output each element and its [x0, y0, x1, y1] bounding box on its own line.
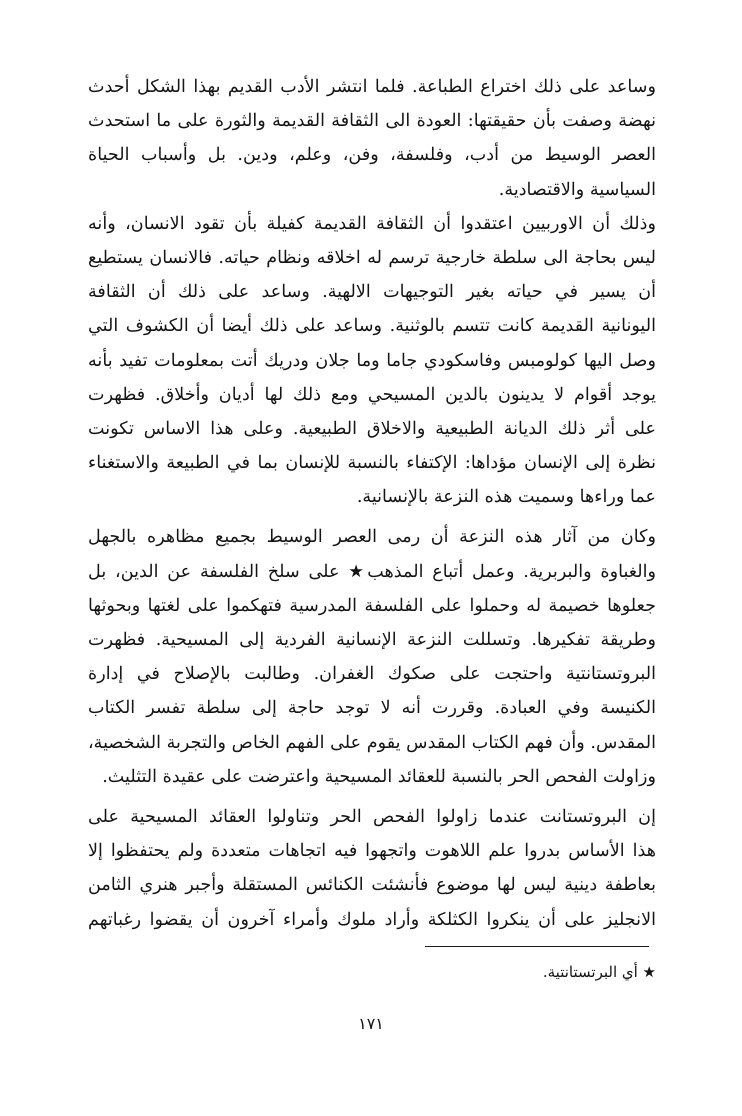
text-line: وذلك أن الاوربيين اعتقدوا أن الثقافة القديمة كفيلة بأن تقود الانسان، وأنه — [88, 213, 656, 234]
text-line: الانجليز على أن ينكروا الكثلكة وأراد ملوك وأمراء آخرون أن يقضوا رغباتهم — [88, 909, 656, 930]
text-line: العصر الوسيط من أدب، وفلسفة، وفن، وعلم، ودين. بل وأسباب الحياة — [88, 145, 656, 166]
text-line: ليس بحاجة الى سلطة خارجية ترسم له اخلاقه ونظام حياته. فالانسان يستطيع — [88, 247, 656, 268]
text-line: المقدس. وأن فهم الكتاب المقدس يقوم على الفهم الخاص والتجربة الشخصية، — [88, 732, 656, 753]
text-line: والغباوة والبربرية. وعمل أتباع المذهب★ على سلخ الفلسفة عن الدين، بل — [88, 561, 656, 582]
text-line: نهضة وصفت بأن حقيقتها: العودة الى الثقافة القديمة والثورة على ما استحدث — [88, 111, 656, 132]
paragraph — [88, 207, 656, 515]
text-line: السياسية والاقتصادية. — [498, 179, 656, 200]
text-line: عما وراءها وسميت هذه النزعة بالإنسانية. — [356, 487, 656, 508]
body-text — [88, 70, 656, 937]
text-line: الكنيسة وفي العبادة. وقررت أنه لا توجد حاجة إلى سلطة تفسر الكتاب — [88, 698, 656, 719]
text-line: وطريقة تفكيرها. وتسللت النزعة الإنسانية الفردية إلى المسيحية. فظهرت — [88, 630, 656, 650]
page-number: ١٧١ — [358, 1014, 384, 1033]
paragraph — [88, 800, 656, 937]
text-line: إن البروتستانت عندما زاولوا الفحص الحر وتناولوا العقائد المسيحية على — [88, 806, 656, 827]
text-line: وزاولت الفحص الحر بالنسبة للعقائد المسيحية واعترضت على عقيدة التثليث. — [102, 766, 656, 787]
paragraph — [88, 520, 656, 794]
text-line: جعلوها خصيمة له وحملوا على الفلسفة المدرسية فتهكموا على لغتها وبحوثها — [88, 595, 656, 616]
text-line: نظرة إلى الإنسان مؤداها: الإكتفاء بالنسبة للإنسان بما في الطبيعة والاستغناء — [88, 453, 656, 474]
text-line: بعاطفة دينية ليس لها موضوع فأنشئت الكنائس المستقلة وأجبر هنري الثامن — [88, 875, 656, 896]
text-line: وكان من آثار هذه النزعة أن رمى العصر الوسيط بجميع مظاهره بالجهل — [88, 527, 656, 548]
footnote: ★ أي البرتستانتية. — [542, 963, 656, 981]
text-line: أن يسير في حياته بغير التوجيهات الالهية. وساعد على ذلك أن الثقافة — [88, 282, 656, 303]
paragraph — [88, 70, 656, 207]
text-line: وصل اليها كولومبس وفاسكودي جاما وما جلان ودريك أتت بمعلومات تفيد بأنه — [88, 350, 656, 371]
text-line: يوجد أقوام لا يدينون بالدين المسيحي ومع ذلك لها أديان وأخلاق. فظهرت — [88, 384, 656, 405]
footnote-divider — [425, 946, 649, 947]
text-line: على أثر ذلك الديانة الطبيعية والاخلاق الطبيعية. وعلى هذا الاساس تكونت — [88, 418, 656, 439]
text-line: هذا الأساس بدروا علم اللاهوت واتجهوا فيه اتجاهات متعددة ولم يحتفظوا إلا — [88, 841, 656, 862]
text-line: اليونانية القديمة كانت تتسم بالوثنية. وساعد على ذلك أيضا أن الكشوف التي — [88, 316, 656, 337]
text-line: البروتستانتية واحتجت على صكوك الغفران. وطالبت بالإصلاح في إدارة — [88, 664, 656, 685]
text-line: وساعد على ذلك اختراع الطباعة. فلما انتشر الأدب القديم بهذا الشكل أحدث — [88, 77, 656, 97]
